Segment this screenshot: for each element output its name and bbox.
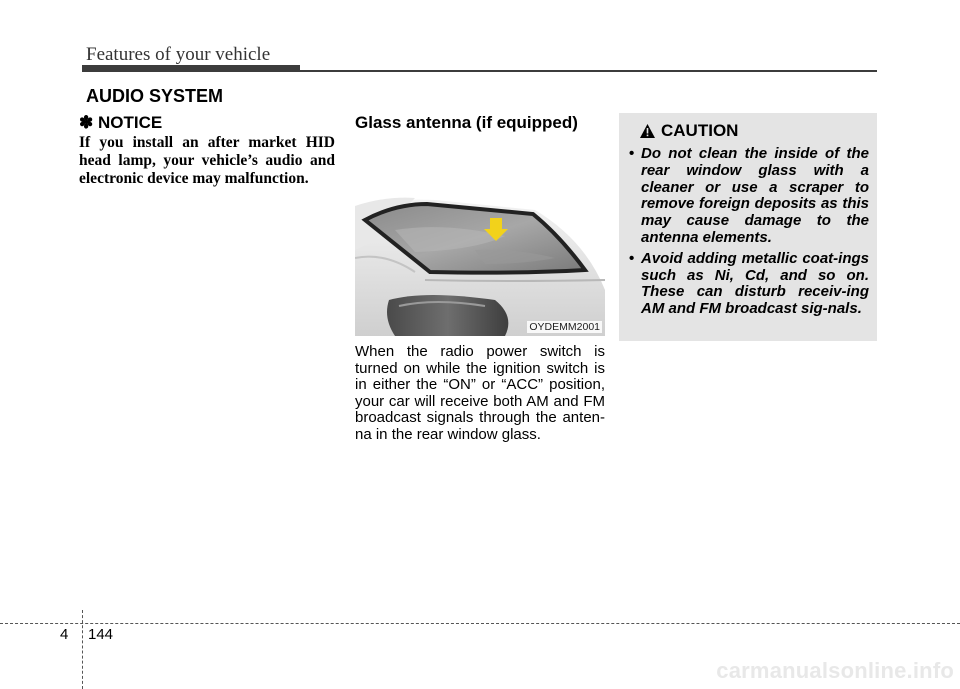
rear-window-photo — [355, 140, 605, 336]
footer-divider — [82, 610, 83, 689]
caution-header — [640, 121, 738, 141]
header-bar — [82, 65, 300, 72]
antenna-description: When the radio power switch is turned on while the ignition switch is in either the “ON” or “ACC” position, your car will receive both AM and FM broadcast signals through the anten-na in the rear window glass. — [355, 343, 605, 443]
page-header-title: Features of your vehicle — [86, 44, 271, 65]
chapter-number: 4 — [60, 626, 69, 643]
notice-title: ✽ NOTICE — [79, 113, 163, 132]
footer-rule — [0, 623, 960, 624]
car-rear-illustration — [355, 140, 605, 336]
image-code: OYDEMM2001 — [529, 321, 600, 333]
caution-item: • Do not clean the inside of the rear window glass with a cleaner or use a scraper to remove foreign deposits as this may cause damage to the antenna elements. — [629, 145, 869, 246]
header-rule — [300, 70, 877, 72]
caution-title: CAUTION — [661, 121, 739, 140]
page-number: 144 — [88, 626, 114, 643]
caution-item-text: Do not clean the inside of the rear window glass with a cleaner or use a scraper to remove foreign deposits as this may cause damage to the antenna elements. — [641, 145, 869, 246]
warning-triangle-icon — [640, 124, 655, 138]
caution-item: • Avoid adding metallic coat-ings such as Ni, Cd, and so on. These can disturb receiv-ing AM and FM broadcast sig-nals. — [629, 249, 869, 318]
notice-body: If you install an after market HID head lamp, your vehicle’s audio and electronic device may malfunction. — [79, 134, 335, 187]
section-title: AUDIO SYSTEM — [86, 86, 224, 106]
antenna-heading: Glass antenna (if equipped) — [355, 113, 578, 132]
watermark: carmanualsonline.info — [716, 658, 954, 683]
caution-item-text: Avoid adding metallic coat-ings such as Ni, Cd, and so on. These can disturb receiv-ing AM and FM broadcast sig-nals. — [641, 249, 869, 318]
caution-list — [629, 146, 869, 322]
